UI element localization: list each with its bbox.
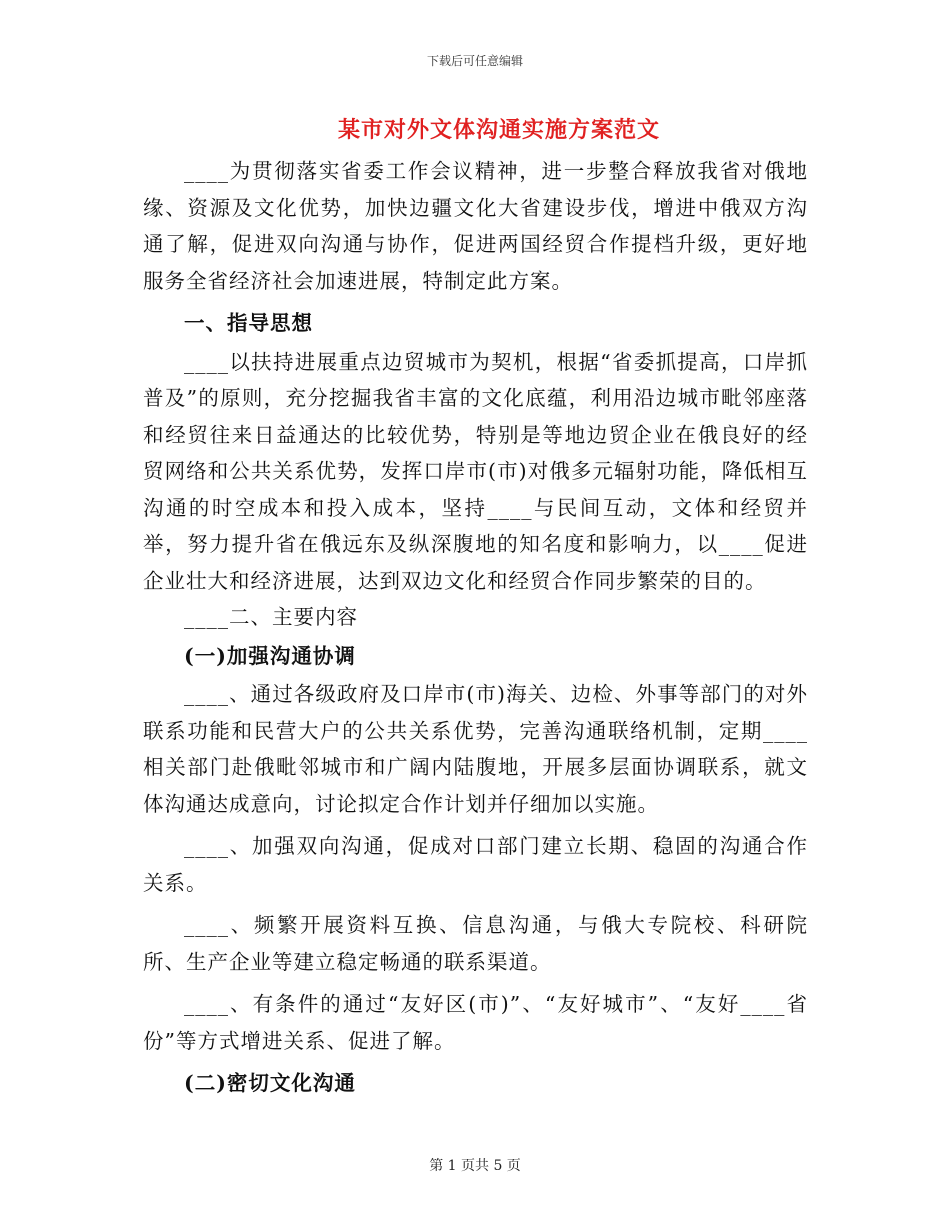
section-heading-main-content: ____二、主要内容 [184,605,358,629]
communication-item-4: ____、有条件的通过“友好区(市)”、“友好城市”、“友好____省份”等方式增进关系、促进了解。 [143,992,808,1053]
subsection-heading-communication: (一)加强沟通协调 [184,643,356,668]
communication-item-2: ____、加强双向沟通，促成对口部门建立长期、稳固的沟通合作关系。 [143,834,808,895]
guiding-ideology-paragraph: ____以扶持进展重点边贸城市为契机，根据“省委抓提高，口岸抓普及”的原则，充分挖掘我省丰富的文化底蕴，利用沿边城市毗邻座落和经贸往来日益通达的比较优势，特别是等地边贸企业在俄良好的经贸网络和公共关系优势，发挥口岸市(市)对俄多元辐射功能，降低相互沟通的时空成本和投入成本，坚持____与民间互动，文体和经贸并举，努力提升省在俄远东及纵深腹地的知名度和影响力，以____促进企业壮大和经济进展，达到双边文化和经贸合作同步繁荣的目的。 [143,349,808,593]
section-heading-guiding-ideology: 一、指导思想 [184,311,313,335]
document-title: 某市对外文体沟通实施方案范文 [337,117,660,143]
intro-paragraph: ____为贯彻落实省委工作会议精神，进一步整合释放我省对俄地缘、资源及文化优势，加快边疆文化大省建设步伐，增进中俄双方沟通了解，促进双向沟通与协作，促进两国经贸合作提档升级，更好地服务全省经济社会加速进展，特制定此方案。 [143,159,808,293]
document-body [143,153,808,1104]
subsection-heading-culture: (二)密切文化沟通 [184,1071,356,1095]
page-number: 第 1 页共 5 页 [429,1158,521,1174]
download-edit-note: 下载后可任意编辑 [426,54,523,68]
communication-item-3: ____、频繁开展资料互换、信息沟通，与俄大专院校、科研院所、生产企业等建立稳定畅通的联系渠道。 [143,913,808,974]
communication-item-1: ____、通过各级政府及口岸市(市)海关、边检、外事等部门的对外联系功能和民营大户的公共关系优势，完善沟通联络机制，定期____相关部门赴俄毗邻城市和广阔内陆腹地，开展多层面协调联系，就文体沟通达成意向，讨论拟定合作计划并仔细加以实施。 [143,682,808,816]
